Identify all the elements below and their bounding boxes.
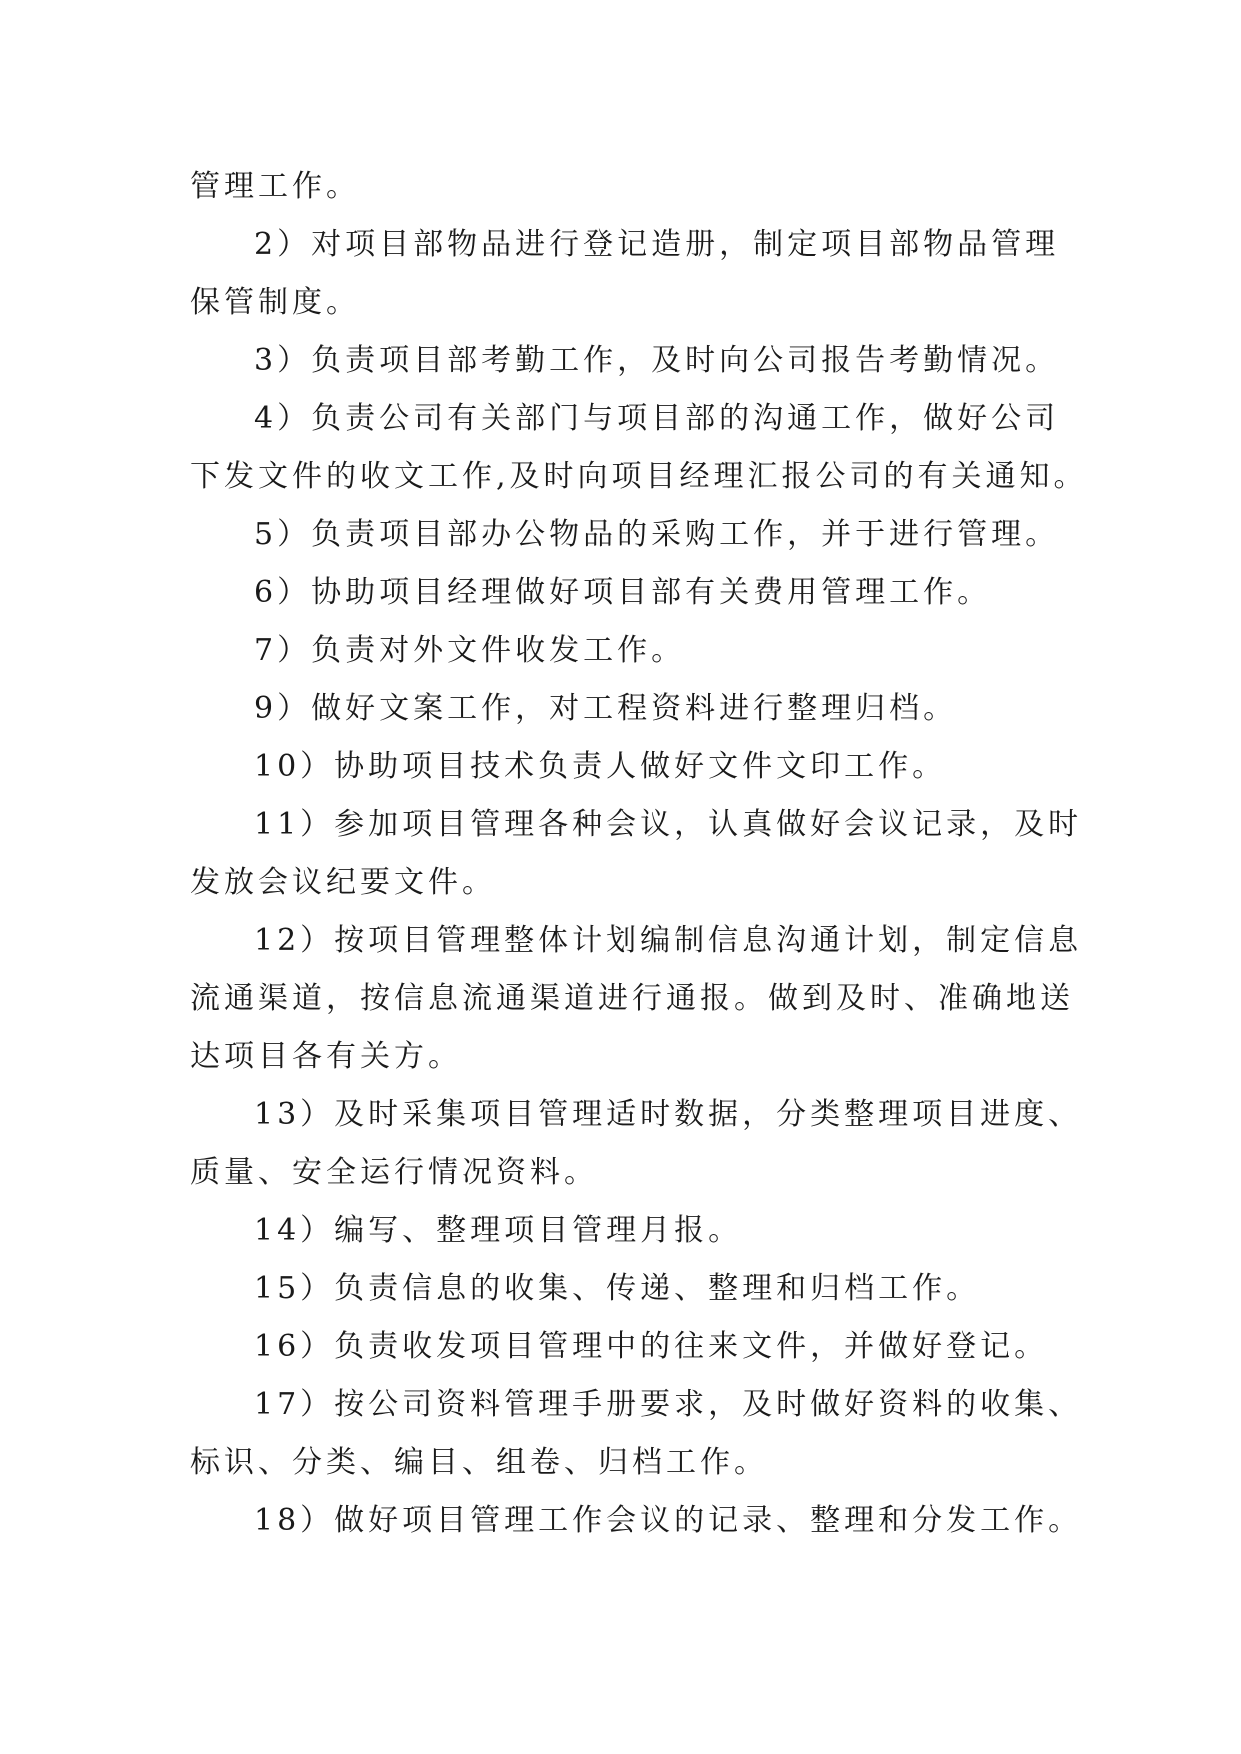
paragraph bbox=[190, 506, 1070, 564]
paragraph bbox=[190, 158, 1070, 216]
text-line: 3）负责项目部考勤工作，及时向公司报告考勤情况。 bbox=[254, 343, 1060, 378]
text-line: 15）负责信息的收集、传递、整理和归档工作。 bbox=[254, 1271, 981, 1306]
text-line: 管理工作。 bbox=[190, 169, 360, 204]
text-line: 14）编写、整理项目管理月报。 bbox=[254, 1213, 743, 1248]
text-line: 4）负责公司有关部门与项目部的沟通工作，做好公司 bbox=[254, 401, 1060, 436]
text-line: 17）按公司资料管理手册要求，及时做好资料的收集、 bbox=[254, 1387, 1083, 1422]
text-line: 标识、分类、编目、组卷、归档工作。 bbox=[190, 1445, 768, 1480]
text-line: 5）负责项目部办公物品的采购工作，并于进行管理。 bbox=[254, 517, 1060, 552]
text-line: 流通渠道，按信息流通渠道进行通报。做到及时、准确地送 bbox=[190, 981, 1074, 1016]
paragraph bbox=[190, 1260, 1070, 1318]
text-line: 13）及时采集项目管理适时数据，分类整理项目进度、 bbox=[254, 1097, 1083, 1132]
paragraph bbox=[190, 622, 1070, 680]
text-line: 保管制度。 bbox=[190, 285, 360, 320]
paragraph bbox=[190, 680, 1070, 738]
document-body bbox=[190, 158, 1088, 1550]
paragraph bbox=[190, 738, 1070, 796]
text-line: 16）负责收发项目管理中的往来文件，并做好登记。 bbox=[254, 1329, 1049, 1364]
text-line: 达项目各有关方。 bbox=[190, 1039, 462, 1074]
paragraph bbox=[190, 1202, 1070, 1260]
document-page bbox=[190, 158, 1088, 1550]
text-line: 18）做好项目管理工作会议的记录、整理和分发工作。 bbox=[254, 1503, 1083, 1538]
text-line: 9）做好文案工作，对工程资料进行整理归档。 bbox=[254, 691, 958, 726]
text-line: 发放会议纪要文件。 bbox=[190, 865, 496, 900]
paragraph bbox=[190, 796, 1083, 912]
paragraph bbox=[190, 1492, 1083, 1550]
text-line: 下发文件的收文工作,及时向项目经理汇报公司的有关通知。 bbox=[190, 459, 1088, 494]
text-line: 6）协助项目经理做好项目部有关费用管理工作。 bbox=[254, 575, 992, 610]
paragraph bbox=[190, 216, 1070, 332]
paragraph bbox=[190, 912, 1083, 1086]
paragraph bbox=[190, 564, 1070, 622]
paragraph bbox=[190, 1318, 1070, 1376]
text-line: 2）对项目部物品进行登记造册，制定项目部物品管理 bbox=[254, 227, 1060, 262]
text-line: 10）协助项目技术负责人做好文件文印工作。 bbox=[254, 749, 947, 784]
paragraph bbox=[190, 390, 1088, 506]
paragraph bbox=[190, 332, 1070, 390]
text-line: 7）负责对外文件收发工作。 bbox=[254, 633, 686, 668]
text-line: 质量、安全运行情况资料。 bbox=[190, 1155, 598, 1190]
text-line: 12）按项目管理整体计划编制信息沟通计划，制定信息 bbox=[254, 923, 1083, 958]
paragraph bbox=[190, 1086, 1083, 1202]
paragraph bbox=[190, 1376, 1083, 1492]
text-line: 11）参加项目管理各种会议，认真做好会议记录，及时 bbox=[254, 807, 1083, 842]
